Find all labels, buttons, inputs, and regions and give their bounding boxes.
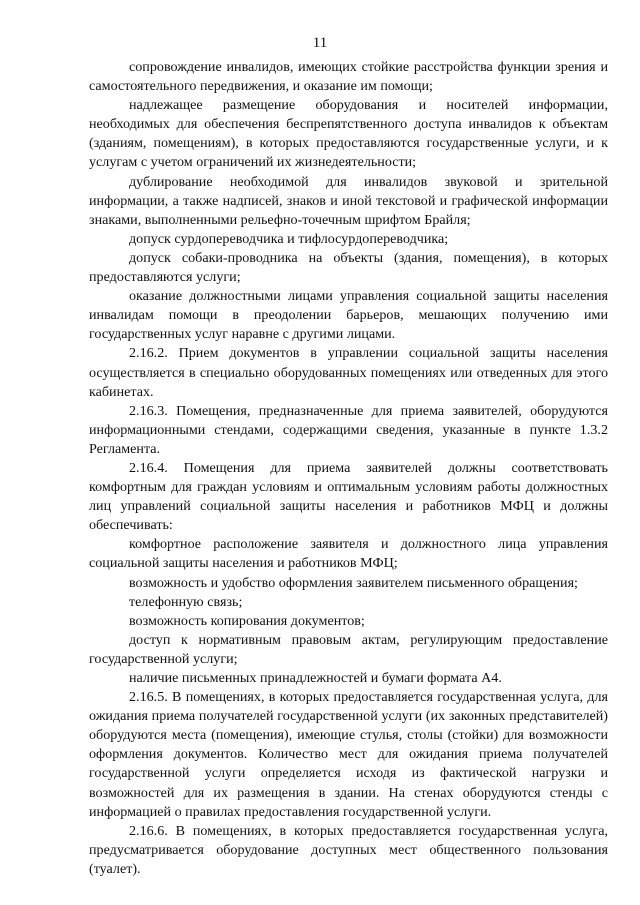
paragraph-written-appeal: возможность и удобство оформления заявителем письменного обращения; xyxy=(129,574,578,591)
paragraph-staff-assistance: оказание должностными лицами управления социальной защиты населения инвалидам помощи в преодолении барьеров, мешающих получению ими государственных услуг наравне с другими лицами. xyxy=(89,288,608,343)
paragraph-escort-disabled: сопровождение инвалидов, имеющих стойкие расстройства функции зрения и самостоятельного передвижения, и оказание им помощи; xyxy=(89,59,608,95)
document-body xyxy=(89,58,608,879)
paragraph-sign-interpreter: допуск сурдопереводчика и тифлосурдопереводчика; xyxy=(129,230,449,247)
paragraph-2-16-4: 2.16.4. Помещения для приема заявителей должны соответствовать комфортным для граждан условиям и оптимальным условиям работы должностных лиц управлений социальной защиты населения и работников МФЦ и должны обеспечивать: xyxy=(89,459,608,534)
paragraph-equipment-placement: надлежащее размещение оборудования и носителей информации, необходимых для обеспечения беспрепятственного доступа инвалидов к объектам (зданиям, помещениям), в которых предоставляются государственные услуги, и к услугам с учетом ограничений их жизнедеятельности; xyxy=(89,97,608,171)
paragraph-telephone: телефонную связь; xyxy=(129,593,243,610)
paragraph-legal-acts: доступ к нормативным правовым актам, регулирующим предоставление государственной услуги; xyxy=(89,631,608,667)
page-number: 11 xyxy=(312,35,328,51)
paragraph-comfortable-location: комфортное расположение заявителя и должностного лица управления социальной защиты населения и работников МФЦ; xyxy=(89,536,608,572)
paragraph-stationery: наличие письменных принадлежностей и бумаги формата А4. xyxy=(129,670,502,686)
paragraph-2-16-3: 2.16.3. Помещения, предназначенные для приема заявителей, оборудуются информационными стендами, содержащими сведения, указанные в пункте 1.3.2 Регламента. xyxy=(89,402,608,457)
paragraph-copying: возможность копирования документов; xyxy=(129,612,365,629)
paragraph-2-16-5: 2.16.5. В помещениях, в которых предоставляется государственная услуга, для ожидания приема получателей государственной услуги (их законных представителей) оборудуются места (помещения), имеющие стулья, столы (стойки) для возможности оформления документов. Количество мест для ожидания приема получателей государственной услуги определяется исходя из фактической нагрузки и возможностей для их размещения в здании. На стенах оборудуются стенды с информацией о правилах предоставления государственной услуги. xyxy=(89,689,608,820)
paragraph-2-16-6: 2.16.6. В помещениях, в которых предоставляется государственная услуга, предусматривается оборудование доступных мест общественного пользования (туалет). xyxy=(89,822,608,877)
paragraph-guide-dog: допуск собаки-проводника на объекты (здания, помещения), в которых предоставляются услуги; xyxy=(89,249,608,286)
paragraph-2-16-2: 2.16.2. Прием документов в управлении социальной защиты населения осуществляется в специально оборудованных помещениях или отведенных для этого кабинетах. xyxy=(89,345,608,400)
paragraph-braille-duplication: дублирование необходимой для инвалидов звуковой и зрительной информации, а также надписей, знаков и иной текстовой и графической информации знаками, выполненными рельефно-точечным шрифтом Брайля; xyxy=(89,173,608,228)
